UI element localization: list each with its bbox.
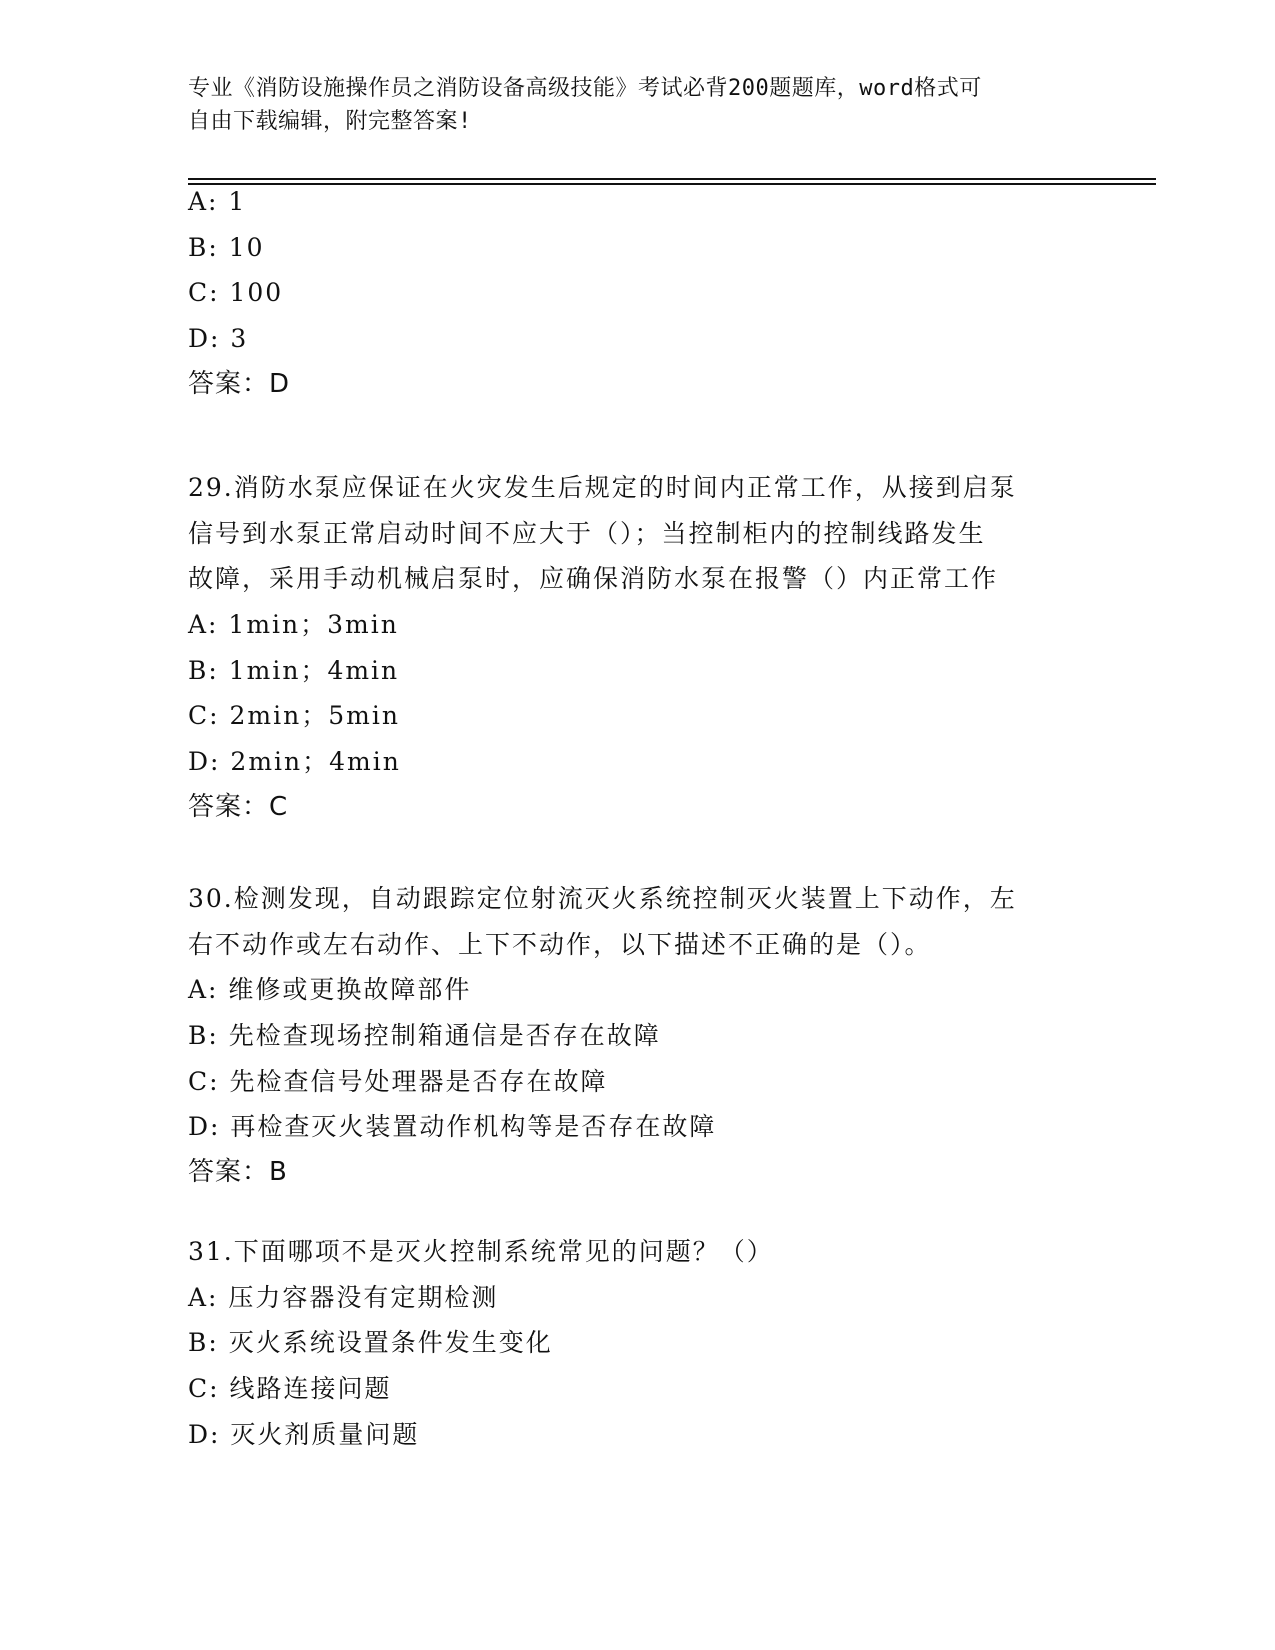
question-31-block [188,1229,1088,1457]
answer-label: 答案：D [188,368,291,399]
option-c: C: 100 [188,278,284,308]
document-header [188,72,1068,138]
answer-label: 答案：C [188,791,289,822]
question-stem-line: 故障，采用手动机械启泵时，应确保消防水泵在报警（）内正常工作 [188,564,999,594]
option-b: B: 先检查现场控制箱通信是否存在故障 [188,1021,661,1051]
question-30-block [188,876,1088,1196]
option-d: D: 3 [188,324,249,354]
option-b: B: 1min；4min [188,655,400,685]
option-a: A: 压力容器没有定期检测 [188,1282,499,1312]
option-a: A: 维修或更换故障部件 [188,975,472,1005]
question-stem-line: 信号到水泵正常启动时间不应大于（）；当控制柜内的控制线路发生 [188,518,986,548]
question-stem-line: 31.下面哪项不是灭火控制系统常见的问题？（） [188,1237,774,1266]
option-b: B: 灭火系统设置条件发生变化 [188,1328,553,1358]
option-c: C: 2min；5min [188,701,400,731]
question-28-block [188,179,1088,407]
header-line-2: 自由下载编辑，附完整答案! [188,109,472,134]
option-a: A: 1 [188,187,247,216]
answer-label: 答案：B [188,1157,288,1188]
option-c: C: 线路连接问题 [188,1374,392,1404]
question-29-block [188,465,1088,831]
header-line-1: 专业《消防设施操作员之消防设备高级技能》考试必背200题题库，word格式可 [188,76,982,101]
question-stem-line: 30.检测发现，自动跟踪定位射流灭火系统控制灭火装置上下动作，左 [188,884,1017,913]
option-d: D: 灭火剂质量问题 [188,1419,420,1449]
option-c: C: 先检查信号处理器是否存在故障 [188,1066,608,1096]
question-stem-line: 右不动作或左右动作、上下不动作，以下描述不正确的是（）。 [188,929,932,959]
option-b: B: 10 [188,232,265,262]
option-d: D: 2min；4min [188,747,401,777]
option-d: D: 再检查灭火装置动作机构等是否存在故障 [188,1112,717,1142]
question-stem-line: 29.消防水泵应保证在火灾发生后规定的时间内正常工作，从接到启泵 [188,473,1017,502]
option-a: A: 1min；3min [188,610,399,640]
